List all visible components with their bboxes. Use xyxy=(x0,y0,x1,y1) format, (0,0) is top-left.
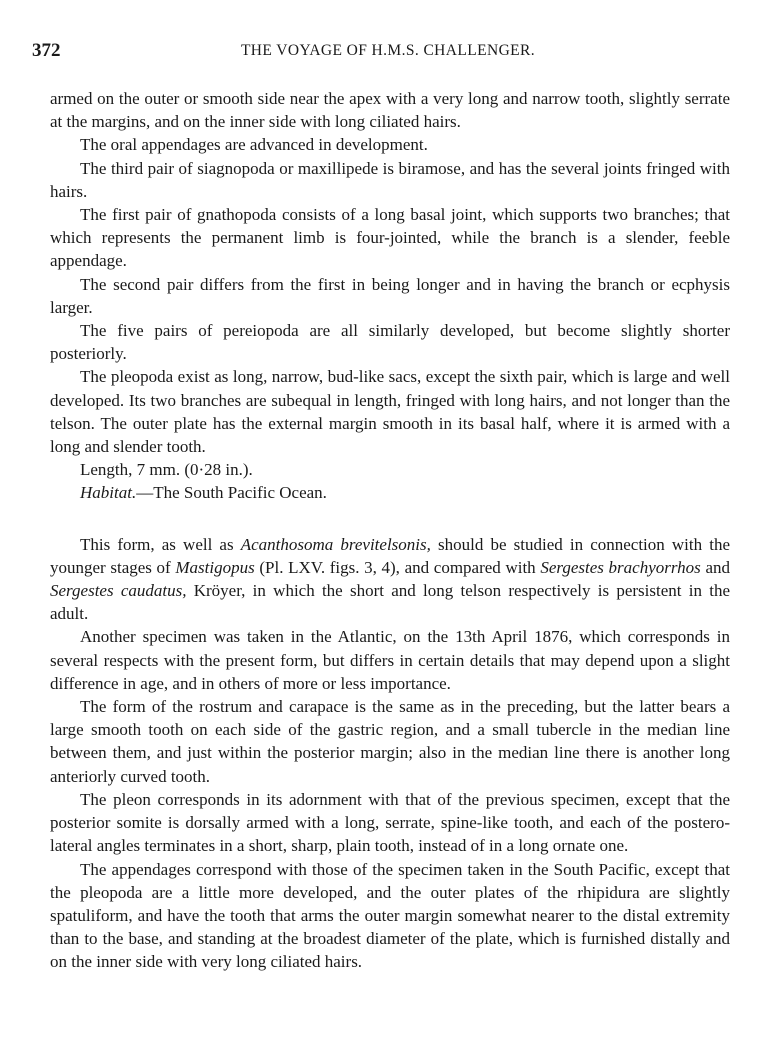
paragraph-pleopoda: The pleopoda exist as long, narrow, bud-like sacs, except the sixth pair, which is large and well developed. Its two branches are subequal in length, fringed with long hairs, and not longer than the telson. The outer plate has the external margin smooth in its basal half, where it is armed with a long and slender tooth. xyxy=(50,367,730,457)
taxon-sergestes-caudatus: Sergestes caudatus, xyxy=(50,581,187,601)
paragraph-comparison xyxy=(50,533,730,626)
body-text xyxy=(50,87,730,974)
paragraph-length: Length, 7 mm. (0·28 in.). xyxy=(80,460,253,480)
taxon-sergestes-brachyorrhos: Sergestes brachyorrhos xyxy=(540,557,701,577)
paragraph-habitat xyxy=(50,481,730,504)
paragraph-appendages: The appendages correspond with those of the specimen taken in the South Pacific, except that the pleopoda are a little more developed, and the outer plates of the rhipidura are slightly spatuliform, and have the tooth that arms the outer margin somewhat nearer to the distal extremity than to the base, and standing at the broadest diameter of the plate, which is furnished distally and on the inner side with very long ciliated hairs. xyxy=(50,859,730,972)
comparison-text-g: and xyxy=(700,557,731,577)
comparison-text-e: (Pl. LXV. figs. 3, 4), and compared with xyxy=(254,557,541,577)
comparison-text-i: Kröyer, in which the short and long telson respectively is persistent in the adult. xyxy=(50,581,730,624)
page-number: 372 xyxy=(32,40,61,61)
taxon-mastigopus: Mastigopus xyxy=(175,557,255,577)
paragraph-gnathopoda-second: The second pair differs from the first in being longer and in having the branch or ecphysis larger. xyxy=(50,274,730,317)
habitat-label: Habitat. xyxy=(80,483,137,503)
comparison-text-c: should be studied in connection with the younger stages of xyxy=(50,534,731,577)
taxon-acanthosoma: Acanthosoma brevitelsonis, xyxy=(240,534,431,554)
paragraph-pleon: The pleon corresponds in its adornment with that of the previous specimen, except that the posterior somite is dorsally armed with a long, serrate, spine-like tooth, and each of the postero-lateral angles terminates in a short, sharp, plain tooth, instead of in a long ornate one. xyxy=(50,789,730,856)
paragraph-siagnopoda: The third pair of siagnopoda or maxillipede is biramose, and has the several joints fringed with hairs. xyxy=(50,158,730,201)
habitat-text: —The South Pacific Ocean. xyxy=(136,483,327,503)
page-header xyxy=(32,40,744,66)
paragraph-rostrum: The form of the rostrum and carapace is the same as in the preceding, but the latter bears a large smooth tooth on each side of the gastric region, and a small tubercle in the median line between them, and just within the posterior margin; also in the median line there is another long anteriorly curved tooth. xyxy=(50,697,730,786)
comparison-text-a: This form, as well as xyxy=(80,534,241,554)
paragraph-gnathopoda-first: The first pair of gnathopoda consists of a long basal joint, which supports two branches; that which represents the permanent limb is four-jointed, while the branch is a slender, feeble appendage. xyxy=(50,205,730,271)
paragraph-pereiopoda: The five pairs of pereiopoda are all similarly developed, but become slightly shorter posteriorly. xyxy=(50,321,730,364)
paragraph-atlantic-specimen: Another specimen was taken in the Atlantic, on the 13th April 1876, which corresponds in several respects with the present form, but differs in certain details that may depend upon a slight difference in age, and in others of more or less importance. xyxy=(50,627,730,693)
running-title: THE VOYAGE OF H.M.S. CHALLENGER. xyxy=(240,42,536,59)
paragraph-continued: armed on the outer or smooth side near the apex with a very long and narrow tooth, slightly serrate at the margins, and on the inner side with long ciliated hairs. xyxy=(50,89,730,132)
paragraph-oral-appendages: The oral appendages are advanced in development. xyxy=(80,135,428,155)
